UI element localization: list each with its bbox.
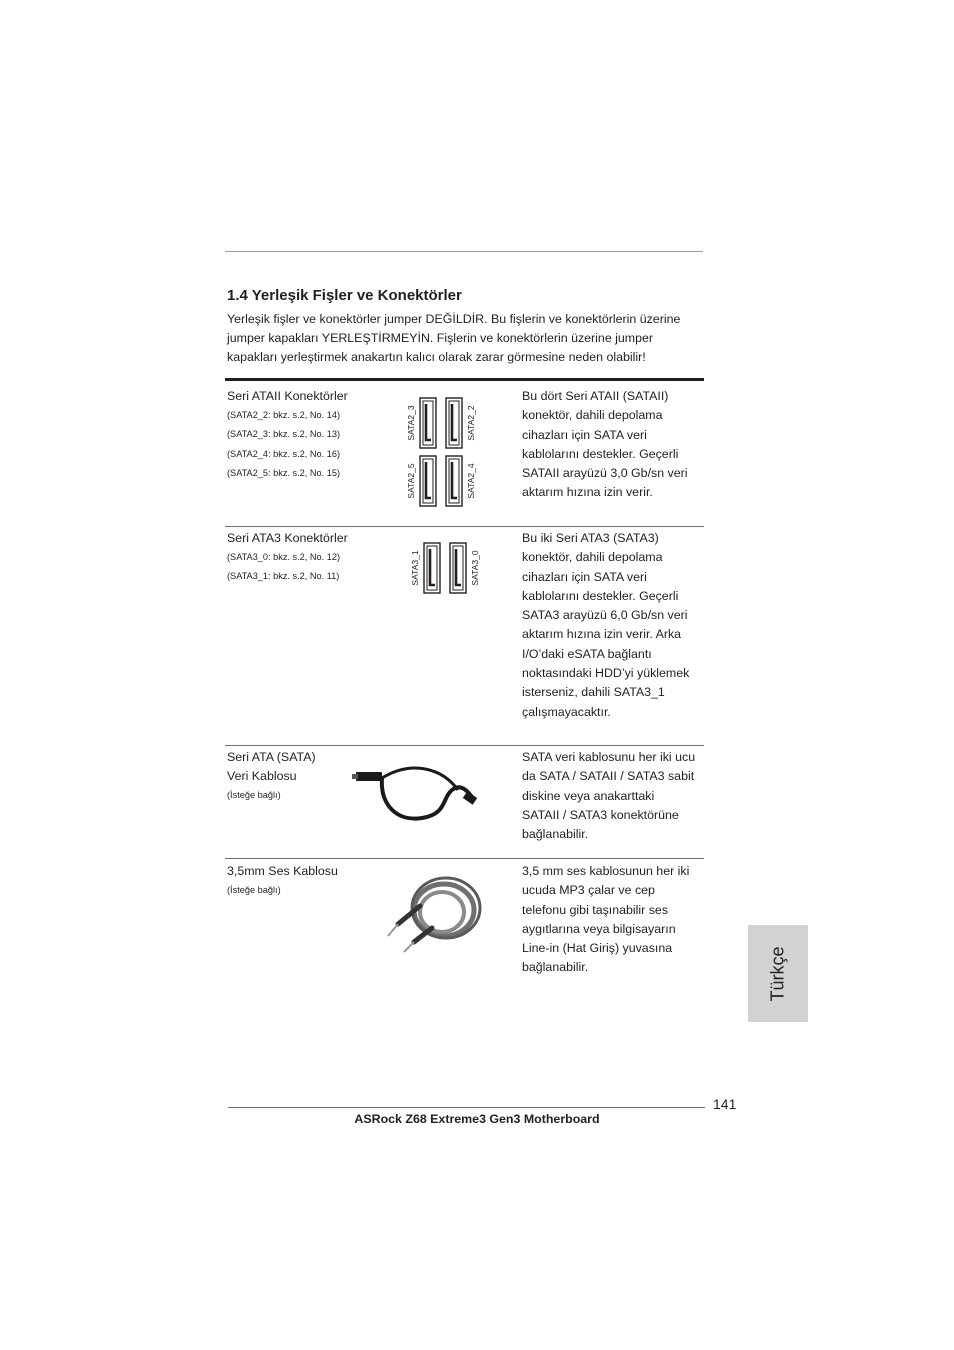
row-reference: (SATA2_2: bkz. s.2, No. 14) [227, 410, 341, 421]
intro-line: Yerleşik fişler ve konektörler jumper DEĞİLDİR. Bu fişlerin ve konektörlerin üzerine [227, 312, 681, 326]
description-line: konektör, dahili depolama [522, 550, 663, 565]
description-line: SATA veri kablosunu her iki ucu [522, 750, 696, 764]
footer-rule [228, 1107, 705, 1108]
top-rule [225, 251, 703, 252]
sata-cable-illustration [352, 760, 484, 826]
intro-paragraph [227, 310, 707, 368]
sata-connector [424, 543, 440, 593]
sata-connector [420, 456, 436, 506]
sata-cable-description [522, 748, 708, 844]
description-line: Line-in (Hat Giriş) yuvasına [522, 941, 673, 956]
description-line: I/O’daki eSATA bağlantı [522, 646, 652, 661]
page-number: 141 [713, 1096, 737, 1112]
audio-cable-label-block [227, 862, 338, 900]
description-line: da SATA / SATAII / SATA3 sabit [522, 769, 695, 784]
row-label: Seri ATAII Konektörler [227, 389, 348, 403]
description-line: bağlanabilir. [522, 960, 589, 975]
row-reference: (SATA2_4: bkz. s.2, No. 16) [227, 448, 341, 459]
sataii-connectors-diagram [400, 392, 490, 512]
row-reference: (SATA2_5: bkz. s.2, No. 15) [227, 467, 341, 478]
row-divider [225, 858, 704, 859]
sata-connector [446, 456, 462, 506]
sata-connector [446, 398, 462, 448]
sata-cable-label-block [227, 748, 316, 806]
description-line: 3,5 mm ses kablosunun her iki [522, 864, 690, 878]
description-line: Bu dört Seri ATAII (SATAII) [522, 389, 669, 403]
sata3-connectors-diagram [404, 538, 490, 598]
description-line: aktarım hızına izin verir. Arka [522, 627, 682, 642]
connector-label: SATA2_3 [406, 405, 416, 441]
row-reference: (İsteğe bağlı) [227, 885, 281, 896]
sata3-label-block [227, 529, 348, 587]
row-reference: (SATA3_0: bkz. s.2, No. 12) [227, 552, 341, 563]
description-line: cihazları için SATA veri [522, 427, 647, 442]
row-reference: (SATA3_1: bkz. s.2, No. 11) [227, 571, 340, 582]
sataii-label-block [227, 387, 348, 483]
description-line: SATAII arayüzü 3,0 Gb/sn veri [522, 466, 688, 481]
description-line: ucuda MP3 çalar ve cep [522, 883, 655, 898]
sata-connector [420, 398, 436, 448]
description-line: kablolarını destekler. Geçerli [522, 588, 679, 603]
row-label: 3,5mm Ses Kablosu [227, 864, 338, 878]
sata3-description [522, 529, 708, 722]
description-line: aktarım hızına izin verir. [522, 485, 653, 500]
intro-line: kapakları yerleştirmek anakartın kalıcı olarak zarar görmesine neden olabilir! [227, 350, 646, 365]
intro-line: jumper kapakları YERLEŞTİRMEYİN. Fişlerin ve konektörlerin üzerine jumper [227, 331, 654, 346]
connector-label: SATA2_4 [466, 463, 476, 499]
description-line: SATA3 arayüzü 6,0 Gb/sn veri [522, 608, 688, 623]
description-line: telefonu gibi taşınabilir ses [522, 902, 669, 917]
footer-text: ASRock Z68 Extreme3 Gen3 Motherboard [354, 1112, 600, 1126]
description-line: isterseniz, dahili SATA3_1 [522, 685, 665, 700]
description-line: cihazları için SATA veri [522, 569, 647, 584]
row-label: Seri ATA3 Konektörler [227, 531, 348, 545]
row-label: Veri Kablosu [227, 769, 297, 784]
description-line: Bu iki Seri ATA3 (SATA3) [522, 531, 659, 545]
sataii-description [522, 387, 708, 503]
description-line: çalışmayacaktır. [522, 704, 611, 719]
connector-label: SATA2_5 [406, 463, 416, 499]
description-line: bağlanabilir. [522, 827, 589, 842]
row-divider [225, 745, 704, 746]
description-line: diskine veya anakarttaki [522, 788, 655, 803]
description-line: SATAII / SATA3 konektörüne [522, 807, 679, 822]
description-line: kablolarını destekler. Geçerli [522, 446, 679, 461]
table-top-rule [225, 378, 704, 381]
language-tab [748, 925, 808, 1022]
language-tab-label: Türkçe [767, 945, 788, 1002]
section-title: 1.4 Yerleşik Fişler ve Konektörler [227, 287, 462, 304]
description-line: konektör, dahili depolama [522, 408, 663, 423]
sata-connector [450, 543, 466, 593]
description-line: aygıtlarına veya bilgisayarın [522, 921, 676, 936]
row-label: Seri ATA (SATA) [227, 750, 316, 764]
description-line: noktasındaki HDD’yi yüklemek [522, 666, 690, 681]
row-reference: (İsteğe bağlı) [227, 790, 281, 801]
audio-cable-description [522, 862, 708, 978]
row-reference: (SATA2_3: bkz. s.2, No. 13) [227, 429, 341, 440]
connector-label: SATA2_2 [466, 405, 476, 441]
connector-label: SATA3_1 [410, 550, 420, 586]
connector-label: SATA3_0 [470, 550, 480, 586]
row-divider [225, 526, 704, 527]
audio-cable-illustration [380, 866, 482, 958]
